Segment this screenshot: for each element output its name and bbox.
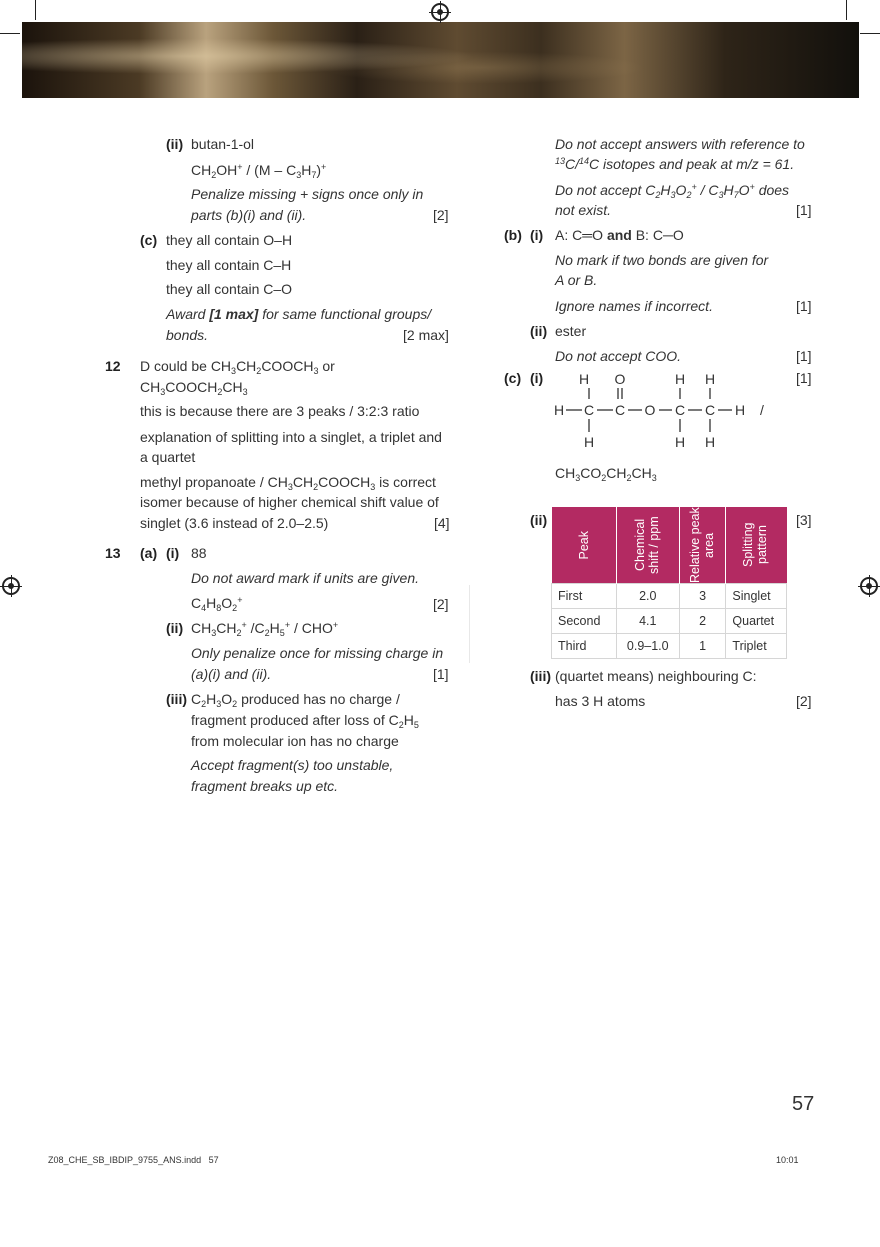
header-banner-image xyxy=(22,22,859,98)
footer-time: 10:01 xyxy=(776,1155,799,1165)
q12-mark: [4] xyxy=(434,515,450,531)
table-row xyxy=(552,584,787,609)
q13a-ii-answer: $CH_3CH_2^+$ $/C_2H_5^+ / CHO^+$ xyxy=(191,620,339,638)
q13a-i-formula: $C_4H_8O_2^+$ xyxy=(191,595,243,613)
crop-mark xyxy=(846,0,847,20)
q12-explanation: a quartet xyxy=(140,449,196,465)
crop-mark xyxy=(0,33,20,34)
qb-i-ignore-note: Ignore names if incorrect. xyxy=(555,298,713,314)
q12-number: 12 xyxy=(105,358,121,374)
table-cell: First xyxy=(552,584,617,609)
table-cell: Second xyxy=(552,609,617,634)
table-header-cell: Relative peak area xyxy=(679,507,726,584)
qc-ii-mark: [3] xyxy=(796,512,812,528)
atom-label: H xyxy=(553,402,565,418)
table-row xyxy=(552,634,787,659)
table-header-cell: Chemical shift / ppm xyxy=(616,507,679,584)
qc-i-label: (i) xyxy=(530,370,544,386)
footer-filename: Z08_CHE_SB_IBDIP_9755_ANS.indd 57 xyxy=(48,1155,219,1165)
q11-fragment-mark: [1] xyxy=(796,202,812,218)
qb-ii-answer: ester xyxy=(555,323,587,339)
q11b-ii-answer: butan-1-ol xyxy=(191,136,255,152)
atom-label: C xyxy=(704,402,716,418)
q11-fragment-note: not exist. xyxy=(555,202,612,218)
qb-i-answer: A: C═O and B: C─O xyxy=(555,227,684,243)
atom-label: H xyxy=(674,434,686,450)
atom-label: C xyxy=(583,402,595,418)
table-cell: Triplet xyxy=(726,634,787,659)
qc-iii-mark: [2] xyxy=(796,693,812,709)
qb-ii-note: Do not accept COO. xyxy=(555,348,682,364)
table-cell: 4.1 xyxy=(616,609,679,634)
q11c-label: (c) xyxy=(140,232,158,248)
column-divider xyxy=(469,585,470,663)
q11-isotope-note: $^{13}$C/$^{14}$C isotopes and peak at m/z = 61. xyxy=(555,156,795,172)
q13a-i-label: (i) xyxy=(166,545,180,561)
q13a-i-mark: [2] xyxy=(433,596,449,612)
table-row xyxy=(552,609,787,634)
qc-iii-answer: has 3 H atoms xyxy=(555,693,646,709)
qb-label: (b) xyxy=(504,227,522,243)
qc-iii-label: (iii) xyxy=(530,668,551,684)
qc-i-condensed-formula: $CH_3CO_2CH_2CH_3$ xyxy=(555,465,657,483)
table-header-cell: Splitting pattern xyxy=(726,507,787,584)
atom-label: H xyxy=(704,434,716,450)
table-header-row xyxy=(552,507,787,584)
q13a-ii-mark: [1] xyxy=(433,666,449,682)
qb-i-note: A or B. xyxy=(555,272,598,288)
atom-label: H xyxy=(734,402,746,418)
q13a-iii-answer: $C_2H_3O_2$ produced has no charge / xyxy=(191,691,400,709)
q11c-award-note: bonds. xyxy=(166,327,209,343)
atom-label: O xyxy=(644,402,656,418)
qb-i-note: No mark if two bonds are given for xyxy=(555,252,769,268)
q12-isomer: singlet (3.6 instead of 2.0–2.5) xyxy=(140,515,329,531)
q13a-ii-note: Only penalize once for missing charge in xyxy=(191,645,444,661)
table-cell: 3 xyxy=(679,584,726,609)
crop-mark xyxy=(35,0,36,20)
table-cell: 0.9–1.0 xyxy=(616,634,679,659)
qb-ii-label: (ii) xyxy=(530,323,548,339)
atom-label: C xyxy=(614,402,626,418)
nmr-data-table xyxy=(551,507,787,659)
q11c-answer: they all contain O–H xyxy=(166,232,293,248)
q11c-answer: they all contain C–O xyxy=(166,281,293,297)
structural-formula-diagram xyxy=(550,366,780,456)
q13a-iii-accept-note: fragment breaks up etc. xyxy=(191,778,339,794)
table-cell: Third xyxy=(552,634,617,659)
qc-ii-label: (ii) xyxy=(530,512,548,528)
table-cell: 1 xyxy=(679,634,726,659)
atom-label: O xyxy=(614,371,626,387)
table-cell: Singlet xyxy=(726,584,787,609)
q11b-ii-mark: [2] xyxy=(433,207,449,223)
q11b-ii-label: (ii) xyxy=(166,136,184,152)
q11c-answer: they all contain C–H xyxy=(166,257,292,273)
atom-label: H xyxy=(583,434,595,450)
table-cell: Quartet xyxy=(726,609,787,634)
q12-isomer: isomer because of higher chemical shift value of xyxy=(140,494,439,510)
q11c-award-note: Award [1 max] for same functional groups/ xyxy=(166,306,432,322)
qb-ii-mark: [1] xyxy=(796,348,812,364)
table-cell: 2.0 xyxy=(616,584,679,609)
table-header-cell: Peak xyxy=(552,507,617,584)
q13a-iii-accept-note: Accept fragment(s) too unstable, xyxy=(191,757,394,773)
q13a-iii-answer: fragment produced after loss of $C_2H_5$ xyxy=(191,712,419,730)
q13a-i-answer: 88 xyxy=(191,545,207,561)
qc-iii-answer: (quartet means) neighbouring C: xyxy=(555,668,757,684)
crop-mark xyxy=(860,33,880,34)
registration-mark-icon xyxy=(431,3,449,21)
q11-fragment-note: Do not accept $C_2H_3O_2^+ / C_3H_7O^+$ does xyxy=(555,182,790,200)
atom-label: H xyxy=(578,371,590,387)
page-number: 57 xyxy=(792,1093,815,1115)
q12-answer: $CH_3COOCH_2CH_3$ xyxy=(140,379,248,397)
atom-label: H xyxy=(674,371,686,387)
q11b-ii-formula: $CH_2OH^+ / (M - C_3H_7)^+$ xyxy=(191,162,327,180)
q13a-ii-label: (ii) xyxy=(166,620,184,636)
q13a-i-note: Do not award mark if units are given. xyxy=(191,570,419,586)
q13-number: 13 xyxy=(105,545,121,561)
q12-explanation: explanation of splitting into a singlet, a triplet and xyxy=(140,429,442,445)
q11-isotope-note: Do not accept answers with reference to xyxy=(555,136,805,152)
q11b-ii-penalize-note: Penalize missing + signs once only in xyxy=(191,186,424,202)
q12-reason: this is because there are 3 peaks / 3:2:3 ratio xyxy=(140,403,420,419)
q13a-iii-answer: from molecular ion has no charge xyxy=(191,733,399,749)
qb-i-mark: [1] xyxy=(796,298,812,314)
qc-label: (c) xyxy=(504,370,522,386)
q13a-label: (a) xyxy=(140,545,158,561)
qc-i-mark: [1] xyxy=(796,370,812,386)
atom-label: H xyxy=(704,371,716,387)
q11c-mark: [2 max] xyxy=(403,327,449,343)
atom-label: C xyxy=(674,402,686,418)
q12-answer: D could be $CH_3CH_2COOCH_3$ or xyxy=(140,358,335,376)
table-cell: 2 xyxy=(679,609,726,634)
registration-mark-icon xyxy=(2,577,20,595)
qb-i-label: (i) xyxy=(530,227,544,243)
q11b-ii-penalize-note: parts (b)(i) and (ii). xyxy=(191,207,307,223)
q13a-ii-note: (a)(i) and (ii). xyxy=(191,666,272,682)
q12-isomer: methyl propanoate / $CH_3CH_2COOCH_3$ is correct xyxy=(140,474,436,492)
atom-label: / xyxy=(760,402,764,418)
registration-mark-icon xyxy=(860,577,878,595)
q13a-iii-label: (iii) xyxy=(166,691,187,707)
